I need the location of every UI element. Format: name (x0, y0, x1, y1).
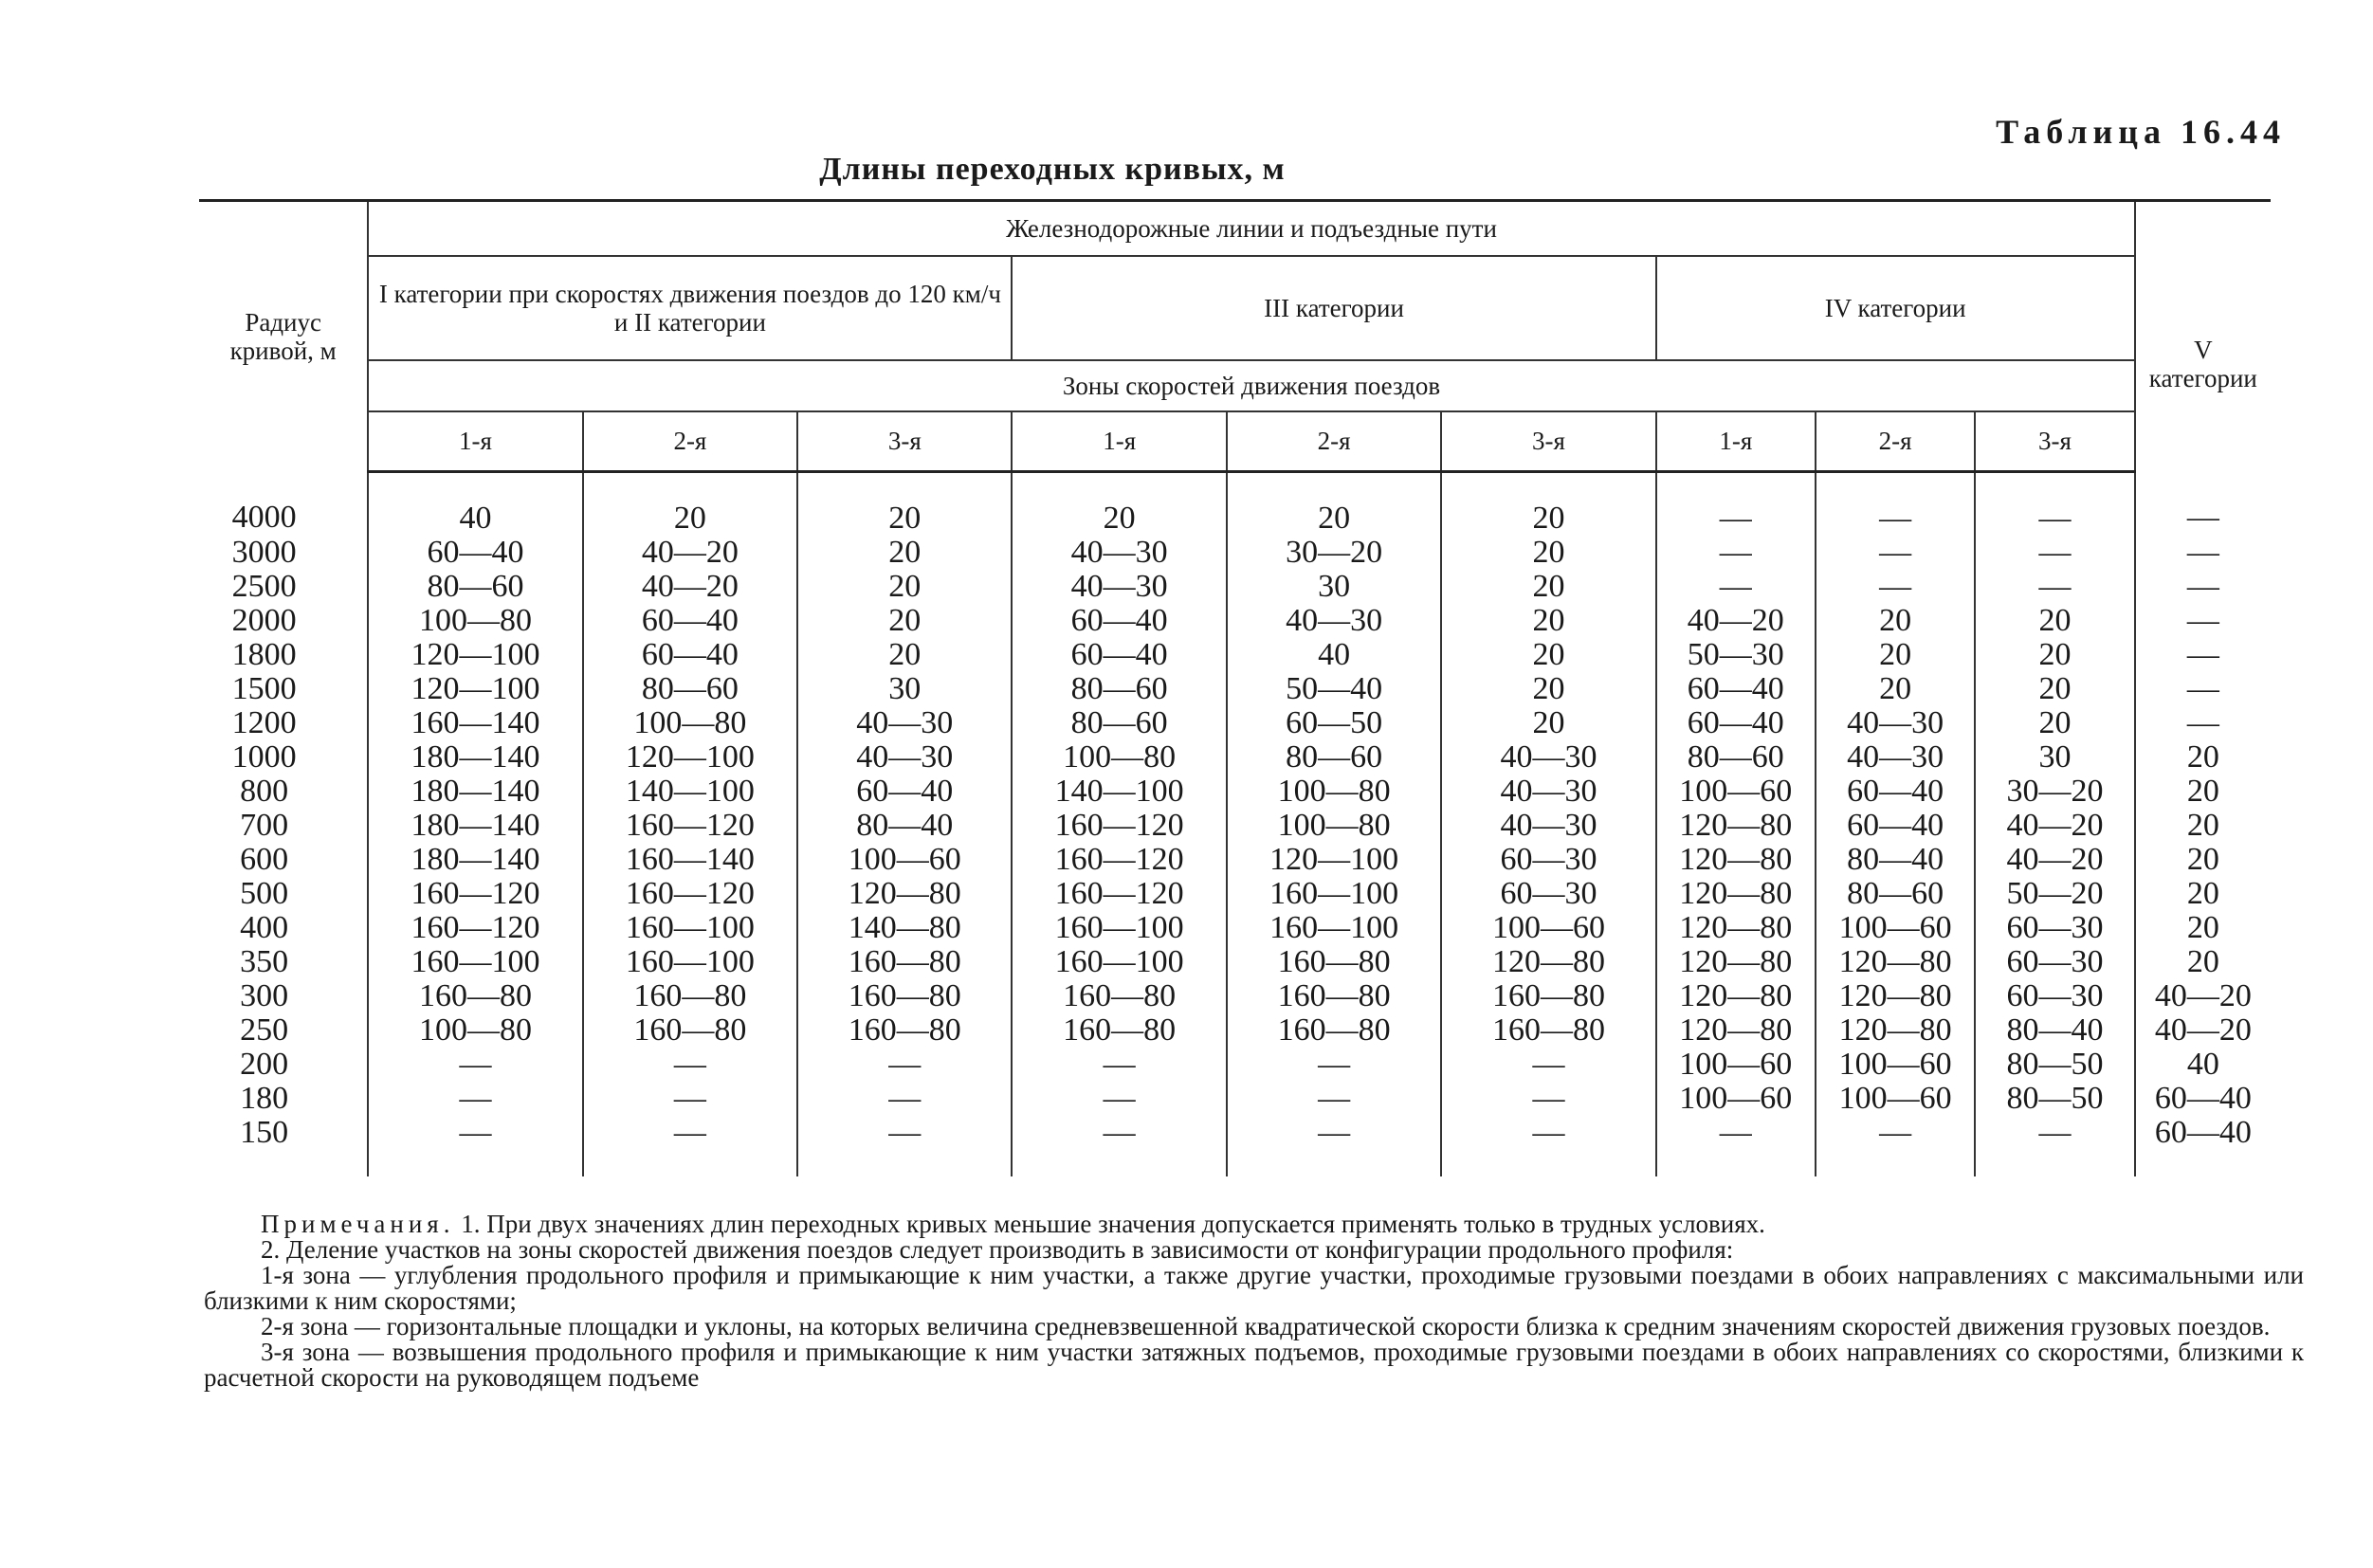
length-cell: 40 (2135, 1048, 2271, 1082)
length-cell: 80—60 (583, 672, 797, 706)
length-cell: 40—20 (583, 570, 797, 604)
table-row (199, 706, 2271, 740)
radius-cell: 2500 (231, 569, 297, 604)
length-cell: 100—60 (797, 843, 1012, 877)
length-cell: 40—30 (1012, 570, 1226, 604)
length-cell: — (2135, 472, 2271, 537)
length-cell: 160—80 (1441, 1013, 1655, 1048)
length-cell: 40—30 (1227, 604, 1441, 638)
length-cell: 20 (1012, 472, 1226, 537)
transition-curves-table (199, 199, 2271, 1176)
length-cell: 20 (2135, 843, 2271, 877)
length-cell: 160—120 (368, 877, 582, 911)
length-cell: — (797, 1082, 1012, 1116)
length-cell: 20 (797, 604, 1012, 638)
table-row (199, 809, 2271, 843)
length-cell: 120—80 (1656, 979, 1816, 1013)
length-cell: 160—100 (583, 945, 797, 979)
length-cell: — (1656, 472, 1816, 537)
length-cell: 80—40 (797, 809, 1012, 843)
radius-cell: 150 (240, 1115, 289, 1150)
radius-cell: 1200 (231, 705, 297, 740)
notes-label: Примечания. (261, 1210, 455, 1238)
length-cell: — (1012, 1116, 1226, 1176)
length-cell: — (797, 1048, 1012, 1082)
length-cell: 60—50 (1227, 706, 1441, 740)
length-cell: 80—50 (1975, 1082, 2134, 1116)
length-cell: 20 (1441, 570, 1655, 604)
length-cell: 160—80 (1012, 1013, 1226, 1048)
length-cell: 120—100 (368, 638, 582, 672)
length-cell: 80—40 (1975, 1013, 2134, 1048)
length-cell: 160—100 (1012, 945, 1226, 979)
length-cell: 20 (1816, 672, 1975, 706)
length-cell: 160—80 (368, 979, 582, 1013)
length-cell: — (1816, 536, 1975, 570)
radius-cell: 350 (240, 944, 289, 979)
length-cell: 180—140 (368, 740, 582, 775)
length-cell: 120—80 (1656, 911, 1816, 945)
header-zone-cell: 1-я (1012, 411, 1226, 472)
table-row (199, 1116, 2271, 1176)
length-cell: 30—20 (1975, 775, 2134, 809)
length-cell: 40—20 (2135, 1013, 2271, 1048)
length-cell: 160—120 (1012, 809, 1226, 843)
length-cell: 40 (1227, 638, 1441, 672)
length-cell: 60—30 (1975, 979, 2134, 1013)
length-cell: 40—30 (1441, 809, 1655, 843)
length-cell: — (583, 1048, 797, 1082)
length-cell: 20 (2135, 945, 2271, 979)
note-1: 1. При двух значениях длин переходных кривых меньшие значения допускается применять только в трудных условиях. (461, 1210, 1765, 1238)
length-cell: 20 (1816, 604, 1975, 638)
length-cell: 60—40 (2135, 1116, 2271, 1176)
length-cell: 20 (797, 638, 1012, 672)
length-cell: 80—60 (1656, 740, 1816, 775)
length-cell: 160—100 (368, 945, 582, 979)
length-cell: 120—80 (1816, 1013, 1975, 1048)
length-cell: 100—60 (1656, 775, 1816, 809)
length-cell: 80—60 (1012, 672, 1226, 706)
radius-cell: 1500 (231, 671, 297, 706)
length-cell: 20 (2135, 911, 2271, 945)
length-cell: 60—40 (2135, 1082, 2271, 1116)
length-cell: 140—80 (797, 911, 1012, 945)
length-cell: 20 (2135, 809, 2271, 843)
length-cell: 20 (797, 570, 1012, 604)
length-cell: 40—30 (1012, 536, 1226, 570)
length-cell: — (1975, 1116, 2134, 1176)
radius-cell: 3000 (231, 535, 297, 570)
length-cell: 180—140 (368, 775, 582, 809)
radius-cell: 180 (240, 1081, 289, 1116)
length-cell: — (2135, 706, 2271, 740)
length-cell: — (1227, 1116, 1441, 1176)
length-cell: 160—120 (368, 911, 582, 945)
length-cell: 160—100 (1012, 911, 1226, 945)
length-cell: 20 (1975, 604, 2134, 638)
length-cell: 80—60 (1816, 877, 1975, 911)
length-cell: — (368, 1082, 582, 1116)
length-cell: — (583, 1082, 797, 1116)
length-cell: 160—80 (1227, 979, 1441, 1013)
length-cell: 100—60 (1816, 1048, 1975, 1082)
length-cell: 160—120 (1012, 843, 1226, 877)
length-cell: 120—80 (1656, 809, 1816, 843)
length-cell: 120—80 (1656, 843, 1816, 877)
length-cell: — (1975, 570, 2134, 604)
length-cell: 120—100 (1227, 843, 1441, 877)
length-cell: 20 (1975, 672, 2134, 706)
length-cell: — (1227, 1048, 1441, 1082)
table-number: Таблица 16.44 (1996, 113, 2286, 151)
length-cell: 100—80 (583, 706, 797, 740)
length-cell: 40—30 (1441, 740, 1655, 775)
length-cell: 20 (797, 472, 1012, 537)
length-cell: 100—80 (1227, 775, 1441, 809)
radius-cell: 1000 (231, 739, 297, 775)
radius-cell: 2000 (231, 603, 297, 638)
length-cell: 160—140 (583, 843, 797, 877)
length-cell: — (1975, 536, 2134, 570)
table-row (199, 472, 2271, 537)
length-cell: 60—40 (1656, 672, 1816, 706)
length-cell: 20 (1975, 706, 2134, 740)
radius-cell: 600 (240, 842, 289, 877)
length-cell: 120—80 (1656, 877, 1816, 911)
radius-cell: 500 (240, 876, 289, 911)
length-cell: 60—40 (797, 775, 1012, 809)
length-cell: 40—20 (583, 536, 797, 570)
length-cell: 20 (1441, 604, 1655, 638)
length-cell: 40—30 (1816, 706, 1975, 740)
length-cell: 20 (2135, 877, 2271, 911)
length-cell: — (1816, 472, 1975, 537)
length-cell: 120—80 (1816, 945, 1975, 979)
header-radius: Радиус кривой, м (199, 201, 368, 472)
length-cell: 20 (2135, 775, 2271, 809)
length-cell: 100—60 (1656, 1082, 1816, 1116)
header-railway-lines: Железнодорожные линии и подъездные пути (368, 201, 2134, 256)
length-cell: 180—140 (368, 843, 582, 877)
table-row (199, 1013, 2271, 1048)
length-cell: — (2135, 604, 2271, 638)
length-cell: 160—120 (1012, 877, 1226, 911)
length-cell: 40—30 (1441, 775, 1655, 809)
length-cell: — (1441, 1082, 1655, 1116)
length-cell: 160—80 (1441, 979, 1655, 1013)
radius-cell: 250 (240, 1012, 289, 1048)
length-cell: 160—80 (1227, 1013, 1441, 1048)
length-cell: 80—60 (1227, 740, 1441, 775)
note-2: 2. Деление участков на зоны скоростей движения поездов следует производить в зависимости от конфигурации продольного профиля: (261, 1235, 1734, 1264)
length-cell: 60—40 (1012, 638, 1226, 672)
length-cell: 20 (797, 536, 1012, 570)
table-row (199, 1048, 2271, 1082)
radius-cell: 300 (240, 978, 289, 1013)
length-cell: — (1012, 1048, 1226, 1082)
length-cell: 60—40 (1816, 809, 1975, 843)
length-cell: 50—30 (1656, 638, 1816, 672)
length-cell: — (1656, 536, 1816, 570)
length-cell: — (1441, 1048, 1655, 1082)
header-zone-cell: 2-я (1227, 411, 1441, 472)
length-cell: 20 (1441, 672, 1655, 706)
length-cell: 40—20 (1975, 843, 2134, 877)
table-body (199, 472, 2271, 1177)
table-row (199, 877, 2271, 911)
length-cell: 160—100 (1227, 877, 1441, 911)
length-cell: 100—80 (1227, 809, 1441, 843)
length-cell: 140—100 (1012, 775, 1226, 809)
length-cell: 160—80 (797, 979, 1012, 1013)
length-cell: — (583, 1116, 797, 1176)
length-cell: 60—40 (583, 604, 797, 638)
length-cell: 20 (1227, 472, 1441, 537)
length-cell: 160—120 (583, 809, 797, 843)
table-row (199, 638, 2271, 672)
header-zone-cell: 2-я (583, 411, 797, 472)
length-cell: 100—80 (368, 604, 582, 638)
length-cell: 160—100 (1227, 911, 1441, 945)
length-cell: 60—30 (1975, 911, 2134, 945)
table-row (199, 604, 2271, 638)
table-row (199, 979, 2271, 1013)
table-row (199, 911, 2271, 945)
length-cell: — (1816, 570, 1975, 604)
length-cell: 100—60 (1816, 1082, 1975, 1116)
radius-cell: 4000 (231, 500, 297, 536)
length-cell: 160—100 (583, 911, 797, 945)
length-cell: 20 (1441, 536, 1655, 570)
length-cell: 160—80 (1012, 979, 1226, 1013)
length-cell: 50—20 (1975, 877, 2134, 911)
length-cell: 80—60 (368, 570, 582, 604)
table-row (199, 740, 2271, 775)
length-cell: — (1816, 1116, 1975, 1176)
length-cell: 40—20 (1975, 809, 2134, 843)
table-row (199, 945, 2271, 979)
length-cell: 40—20 (1656, 604, 1816, 638)
length-cell: 20 (1441, 472, 1655, 537)
notes (204, 1212, 2304, 1391)
length-cell: 120—100 (583, 740, 797, 775)
length-cell: 60—40 (1656, 706, 1816, 740)
length-cell: 120—80 (797, 877, 1012, 911)
length-cell: 40 (368, 472, 582, 537)
header-zone-cell: 1-я (1656, 411, 1816, 472)
length-cell: 160—80 (797, 945, 1012, 979)
length-cell: 30 (797, 672, 1012, 706)
length-cell: 30 (1227, 570, 1441, 604)
header-zone-cell: 3-я (797, 411, 1012, 472)
length-cell: 120—100 (368, 672, 582, 706)
length-cell: — (1656, 1116, 1816, 1176)
radius-cell: 800 (240, 774, 289, 809)
length-cell: 120—80 (1441, 945, 1655, 979)
length-cell: 40—30 (797, 706, 1012, 740)
length-cell: 60—40 (1012, 604, 1226, 638)
length-cell: 60—30 (1441, 877, 1655, 911)
length-cell: — (1441, 1116, 1655, 1176)
length-cell: 100—60 (1816, 911, 1975, 945)
length-cell: — (2135, 570, 2271, 604)
length-cell: 30 (1975, 740, 2134, 775)
radius-cell: 700 (240, 808, 289, 843)
length-cell: 160—120 (583, 877, 797, 911)
length-cell: 160—80 (583, 1013, 797, 1048)
header-category-1-2: I категории при скоростях движения поездов до 120 км/ч и II категории (368, 256, 1012, 360)
length-cell: 50—40 (1227, 672, 1441, 706)
length-cell: 160—80 (797, 1013, 1012, 1048)
note-zone-1: 1-я зона — углубления продольного профиля и примыкающие к ним участки, а также другие участки, проходимые грузовыми поездами в обоих направлениях с максимальными или близкими к ним скоростями; (204, 1261, 2304, 1315)
length-cell: 80—40 (1816, 843, 1975, 877)
length-cell: 160—80 (1227, 945, 1441, 979)
length-cell: 60—40 (368, 536, 582, 570)
length-cell: — (1227, 1082, 1441, 1116)
length-cell: — (368, 1048, 582, 1082)
header-zone-cell: 1-я (368, 411, 582, 472)
length-cell: 20 (2135, 740, 2271, 775)
length-cell: 100—60 (1656, 1048, 1816, 1082)
table-row (199, 672, 2271, 706)
radius-cell: 1800 (231, 637, 297, 672)
length-cell: 120—80 (1656, 1013, 1816, 1048)
length-cell: 120—80 (1816, 979, 1975, 1013)
header-zone-cell: 2-я (1816, 411, 1975, 472)
length-cell: 20 (1975, 638, 2134, 672)
length-cell: — (2135, 672, 2271, 706)
length-cell: 160—140 (368, 706, 582, 740)
table-row (199, 775, 2271, 809)
length-cell: 80—50 (1975, 1048, 2134, 1082)
length-cell: 30—20 (1227, 536, 1441, 570)
table-row (199, 536, 2271, 570)
length-cell: 60—40 (1816, 775, 1975, 809)
length-cell: 80—60 (1012, 706, 1226, 740)
length-cell: — (797, 1116, 1012, 1176)
header-speed-zones: Зоны скоростей движения поездов (368, 360, 2134, 411)
radius-cell: 400 (240, 910, 289, 945)
length-cell: 20 (1441, 638, 1655, 672)
table-row (199, 570, 2271, 604)
length-cell: 120—80 (1656, 945, 1816, 979)
table-row (199, 1082, 2271, 1116)
header-category-5: V категории (2135, 256, 2271, 472)
length-cell: 40—30 (1816, 740, 1975, 775)
length-cell: 60—40 (583, 638, 797, 672)
header-category-4: IV категории (1656, 256, 2135, 360)
header-category-3: III категории (1012, 256, 1655, 360)
length-cell: 60—30 (1441, 843, 1655, 877)
length-cell: 40—30 (797, 740, 1012, 775)
length-cell: 100—80 (368, 1013, 582, 1048)
length-cell: — (2135, 536, 2271, 570)
note-zone-2: 2-я зона — горизонтальные площадки и уклоны, на которых величина средневзвешенной квадратической скорости близка к средним значениям скоростей движения грузовых поездов. (261, 1312, 2271, 1340)
length-cell: 20 (1816, 638, 1975, 672)
note-zone-3: 3-я зона — возвышения продольного профиля и примыкающие к ним участки затяжных подъемов, проходимые грузовыми поездами в обоих направлениях со скоростями, близкими к расчетной скорости на руководящем подъеме (204, 1338, 2304, 1392)
header-zone-cell: 3-я (1975, 411, 2134, 472)
table-row (199, 843, 2271, 877)
length-cell: — (368, 1116, 582, 1176)
length-cell: 180—140 (368, 809, 582, 843)
length-cell: — (1012, 1082, 1226, 1116)
length-cell: — (1656, 570, 1816, 604)
radius-cell: 200 (240, 1047, 289, 1082)
page-title: Длины переходных кривых, м (819, 152, 1286, 187)
header-zone-cell: 3-я (1441, 411, 1655, 472)
length-cell: — (1975, 472, 2134, 537)
length-cell: 20 (583, 472, 797, 537)
length-cell: 20 (1441, 706, 1655, 740)
length-cell: 140—100 (583, 775, 797, 809)
length-cell: 100—60 (1441, 911, 1655, 945)
length-cell: 60—30 (1975, 945, 2134, 979)
length-cell: 160—80 (583, 979, 797, 1013)
length-cell: 100—80 (1012, 740, 1226, 775)
length-cell: 40—20 (2135, 979, 2271, 1013)
length-cell: — (2135, 638, 2271, 672)
